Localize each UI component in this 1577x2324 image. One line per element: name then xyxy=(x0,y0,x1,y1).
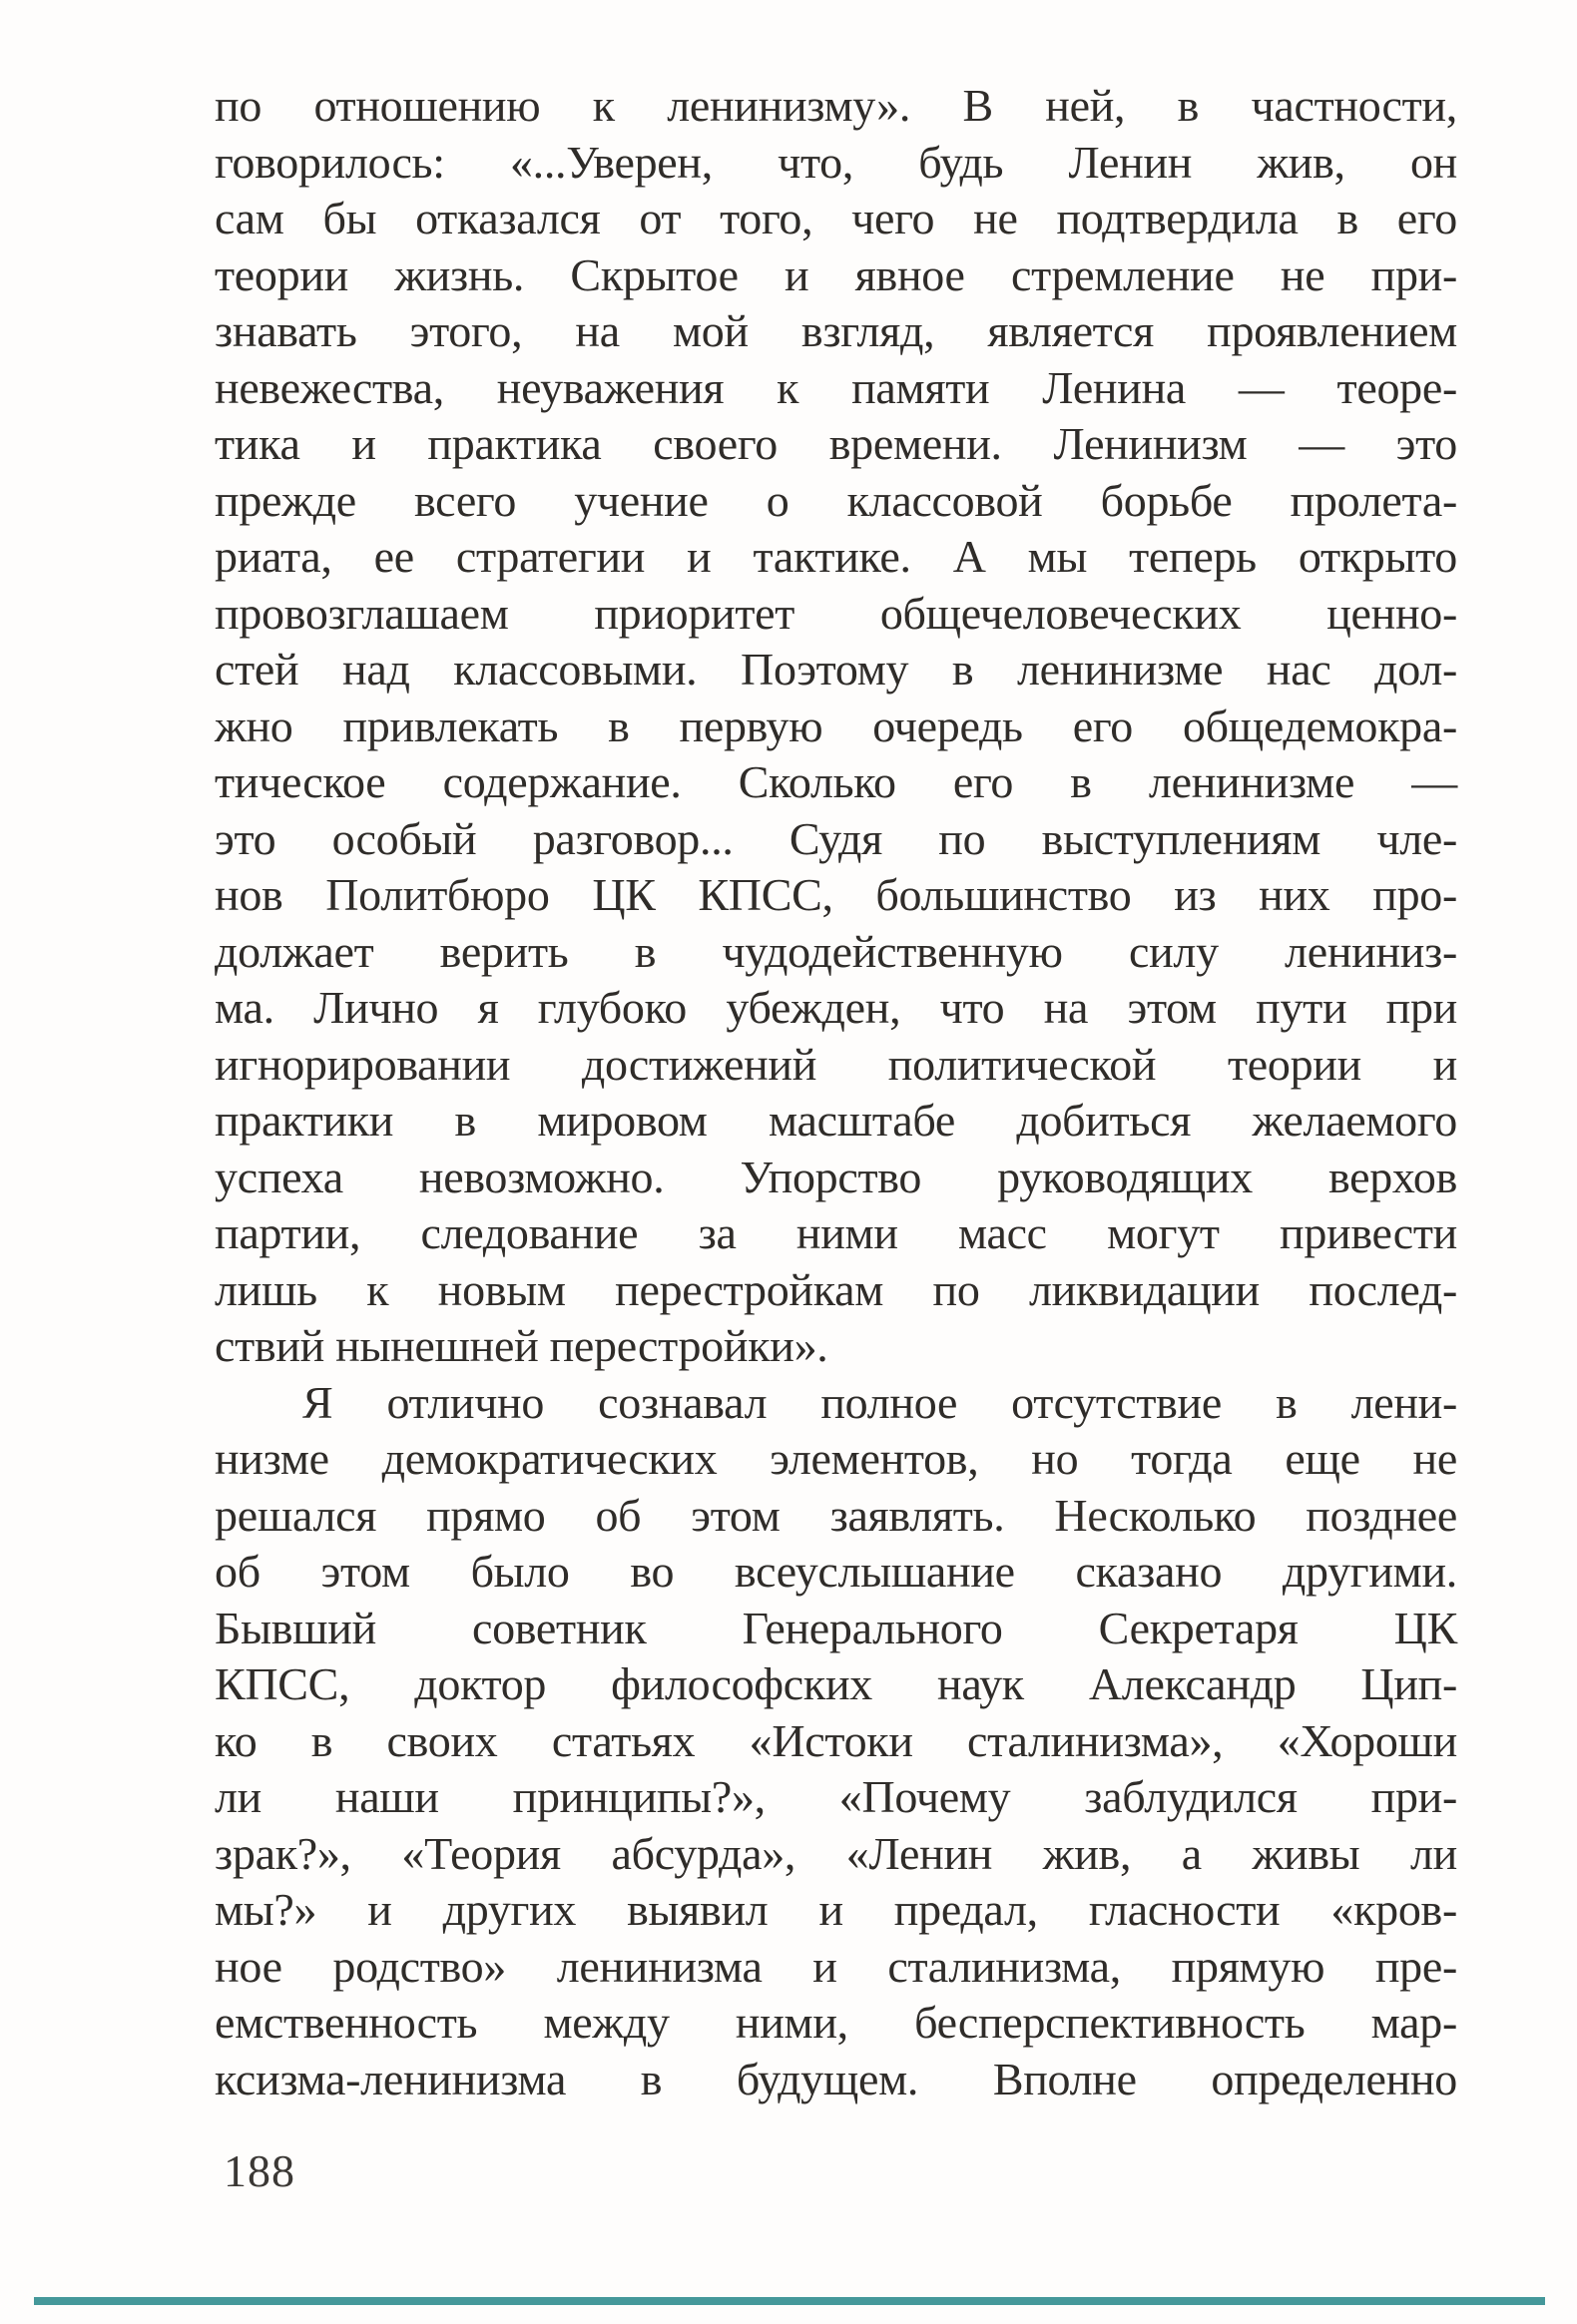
text-line: ли наши принципы?», «Почему заблудился при- xyxy=(215,1771,1457,1822)
text-line: практики в мировом масштабе добиться желаемого xyxy=(215,1095,1457,1146)
text-block xyxy=(215,78,1457,2107)
text-line: говорилось: «...Уверен, что, будь Ленин жив, он xyxy=(215,136,1457,188)
text-line: теории жизнь. Скрытое и явное стремление не при- xyxy=(215,248,1457,300)
text-line: невежества, неуважения к памяти Ленина — теоре- xyxy=(215,361,1457,413)
text-line: риата, ее стратегии и тактике. А мы теперь открыто xyxy=(215,531,1457,582)
text-line: партии, следование за ними масс могут привести xyxy=(215,1207,1457,1258)
text-line: ксизма-ленинизма в будущем. Вполне определенно xyxy=(215,2053,1457,2104)
text-line: нов Политбюро ЦК КПСС, большинство из них про- xyxy=(215,869,1457,920)
text-line: низме демократических элементов, но тогда еще не xyxy=(215,1433,1457,1484)
text-line: тика и практика своего времени. Ленинизм — это xyxy=(215,418,1457,469)
text-line: Я отлично сознавал полное отсутствие в лени- xyxy=(302,1376,1457,1428)
text-line: должает верить в чудодейственную силу лениниз- xyxy=(215,925,1457,977)
text-line: Бывший советник Генерального Секретаря ЦК xyxy=(215,1602,1457,1653)
text-line: по отношению к ленинизму». В ней, в частности, xyxy=(215,80,1457,131)
text-line: ное родство» ленинизма и сталинизма, прямую пре- xyxy=(215,1940,1457,1992)
text-line: емственность между ними, бесперспективность мар- xyxy=(215,1997,1457,2048)
text-line: ствий нынешней перестройки». xyxy=(215,1320,828,1371)
text-line: об этом было во всеуслышание сказано другими. xyxy=(215,1546,1457,1597)
scan-edge-line xyxy=(34,2297,1545,2305)
text-line: это особый разговор... Судя по выступлениям чле- xyxy=(215,812,1457,864)
text-line: стей над классовыми. Поэтому в ленинизме нас дол- xyxy=(215,644,1457,695)
text-line: сам бы отказался от того, чего не подтвердила в его xyxy=(215,193,1457,243)
text-line: провозглашаем приоритет общечеловеческих ценно- xyxy=(215,587,1457,639)
text-line: прежде всего учение о классовой борьбе пролета- xyxy=(215,474,1457,526)
text-line: КПСС, доктор философских наук Александр Цип- xyxy=(215,1658,1457,1709)
text-line: знавать этого, на мой взгляд, является проявлением xyxy=(215,305,1457,356)
text-line: лишь к новым перестройкам по ликвидации послед- xyxy=(215,1263,1457,1315)
text-line: ма. Лично я глубоко убежден, что на этом пути при xyxy=(215,982,1457,1033)
text-line: тическое содержание. Сколько его в ленинизме — xyxy=(215,756,1457,807)
text-line: мы?» и других выявил и предал, гласности «кров- xyxy=(215,1884,1457,1935)
page-number: 188 xyxy=(224,2145,295,2196)
text-line: ко в своих статьях «Истоки сталинизма», «Хороши xyxy=(215,1714,1457,1766)
text-line: зрак?», «Теория абсурда», «Ленин жив, а живы ли xyxy=(215,1827,1457,1879)
text-line: успеха невозможно. Упорство руководящих верхов xyxy=(215,1151,1457,1202)
text-line: жно привлекать в первую очередь его общедемокра- xyxy=(215,699,1457,751)
text-line: игнорировании достижений политической теории и xyxy=(215,1038,1457,1090)
text-line: решался прямо об этом заявлять. Несколько позднее xyxy=(215,1489,1457,1541)
